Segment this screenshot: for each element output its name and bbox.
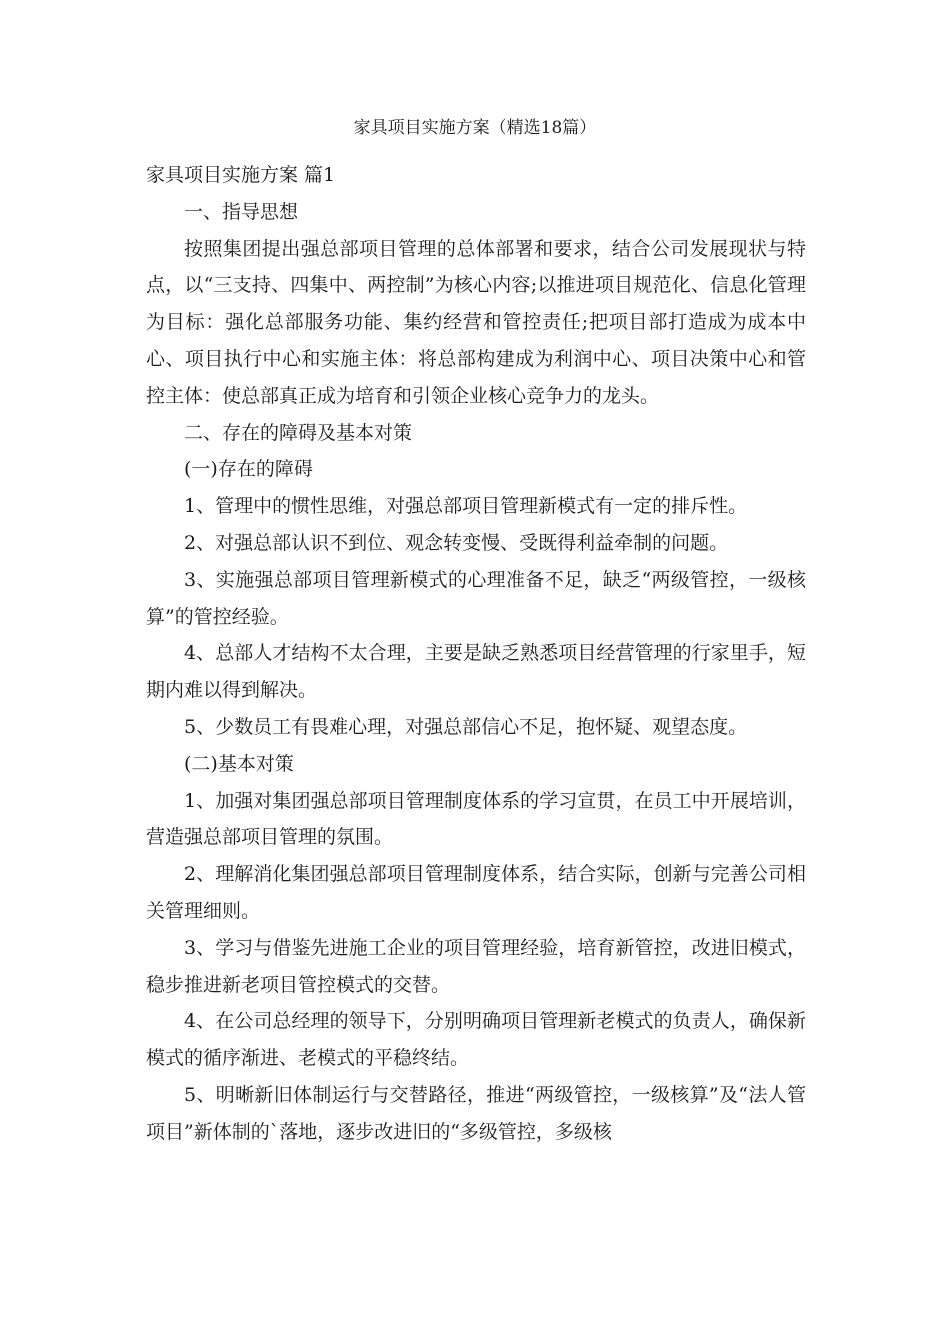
paragraph: 1、加强对集团强总部项目管理制度体系的学习宣贯，在员工中开展培训，营造强总部项目管理的氛围。 [146,789,806,849]
paragraph-heading-guiding-ideology: 一、指导思想 [184,200,299,223]
paragraph: 4、在公司总经理的领导下，分别明确项目管理新老模式的负责人，确保新模式的循序渐进、老模式的平稳终结。 [146,1010,806,1070]
paragraph: 2、对强总部认识不到位、观念转变慢、受既得利益牵制的问题。 [184,531,729,554]
paragraph: 5、明晰新旧体制运行与交替路径，推进“两级管控，一级核算”及“法人管项目”新体制的`落地，逐步改进旧的“多级管控，多级核 [146,1083,806,1143]
paragraph: 5、少数员工有畏难心理，对强总部信心不足，抱怀疑、观望态度。 [184,715,748,738]
paragraph-subheading-countermeasures: (二)基本对策 [184,752,294,775]
section-heading: 家具项目实施方案 篇1 [146,164,336,186]
paragraph: 2、理解消化集团强总部项目管理制度体系，结合实际，创新与完善公司相关管理细则。 [146,863,806,922]
document-title: 家具项目实施方案（精选18篇） [353,118,597,138]
paragraph: 3、实施强总部项目管理新模式的心理准备不足，缺乏“两级管控，一级核算”的管控经验。 [146,568,806,628]
paragraph-heading-obstacles-countermeasures: 二、存在的障碍及基本对策 [184,421,413,444]
paragraph: 3、学习与借鉴先进施工企业的项目管理经验，培育新管控，改进旧模式，稳步推进新老项目管控模式的交替。 [146,936,806,996]
document-body [146,157,806,1151]
paragraph: 按照集团提出强总部项目管理的总体部署和要求，结合公司发展现状与特点，以“三支持、四集中、两控制”为核心内容;以推进项目规范化、信息化管理为目标：强化总部服务功能、集约经营和管控责任;把项目部打造成为成本中心、项目执行中心和实施主体：将总部构建成为利润中心、项目决策中心和管控主体：使总部真正成为培育和引领企业核心竞争力的龙头。 [146,237,806,407]
paragraph: 1、管理中的惯性思维，对强总部项目管理新模式有一定的排斥性。 [184,495,748,518]
paragraph: 4、总部人才结构不太合理，主要是缺乏熟悉项目经营管理的行家里手，短期内难以得到解决。 [146,642,806,702]
paragraph-subheading-obstacles: (一)存在的障碍 [184,458,313,481]
